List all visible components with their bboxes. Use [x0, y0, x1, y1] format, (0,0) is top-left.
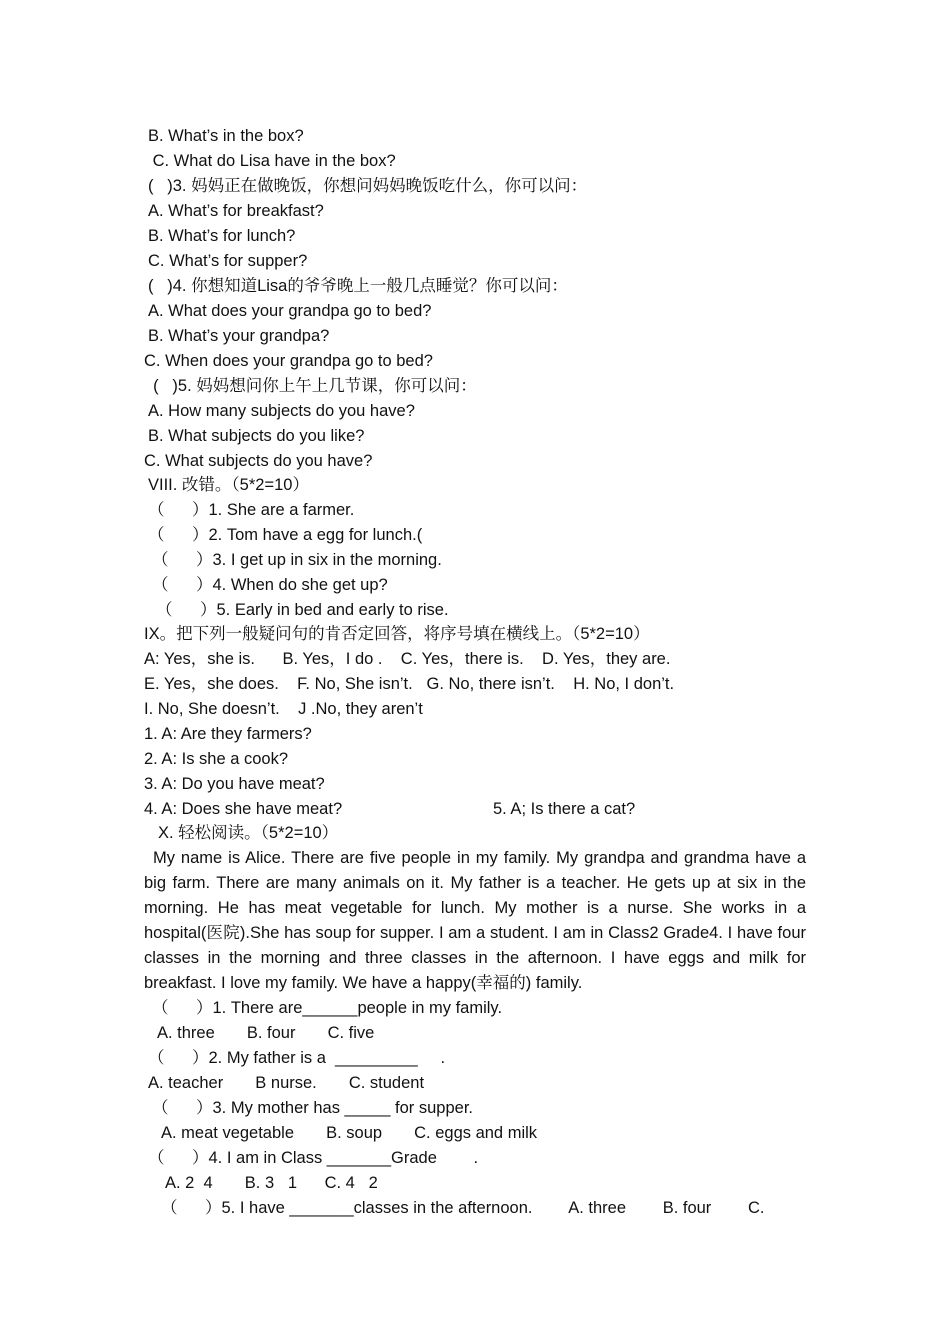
reading-question-4: （ ）4. I am in Class _______Grade . [148, 1149, 479, 1167]
ix-question-1: 1. A: Are they farmers? [144, 725, 312, 743]
answer-options-row-3: I. No, She doesn’t. J .No, they aren’t [144, 700, 423, 718]
q2-option-b: B. What’s in the box? [148, 127, 304, 145]
section-x-heading: X. 轻松阅读。（5*2=10） [158, 824, 339, 842]
ix-question-3: 3. A: Do you have meat? [144, 775, 325, 793]
ix-question-2: 2. A: Is she a cook? [144, 750, 289, 768]
reading-passage-text: My name is Alice. There are five people in my family. My grandpa and grandma have a big farm. There are many animals on it. My father is a teacher. He gets up at six in the morning. He has meat vegetable for lunch. My mother is a nurse. She works in a hospital(医院).She has soup for supper. I am a student. I am in Class2 Grade4. I have four classes in the morning and three classes in the afternoon. I have eggs and milk for breakfast. I love my family. We have a happy(幸福的) family. [144, 849, 806, 992]
q5-option-a: A. How many subjects do you have? [148, 402, 415, 420]
reading-q2-options: A. teacher B nurse. C. student [148, 1074, 425, 1092]
answer-options-row-2: E. Yes，she does. F. No, She isn’t. G. No, there isn’t. H. No, I don’t. [144, 675, 675, 693]
ix-question-4: 4. A: Does she have meat? [144, 800, 343, 818]
correction-item-1: （ ）1. She are a farmer. [148, 501, 355, 519]
q3-option-b: B. What’s for lunch? [148, 227, 296, 245]
q5-option-c: C. What subjects do you have? [144, 452, 373, 470]
reading-question-5: （ ）5. I have _______classes in the afternoon. A. three B. four C. [161, 1199, 765, 1217]
section-viii-heading: VIII. 改错。（5*2=10） [148, 476, 309, 494]
reading-question-1: （ ）1. There are______people in my family. [152, 999, 503, 1017]
correction-item-5: （ ）5. Early in bed and early to rise. [156, 601, 449, 619]
reading-q4-options: A. 2 4 B. 3 1 C. 4 2 [165, 1174, 378, 1192]
correction-item-4: （ ）4. When do she get up? [152, 576, 388, 594]
reading-question-2: （ ）2. My father is a _________ . [148, 1049, 446, 1067]
reading-passage [144, 846, 806, 996]
q3-option-a: A. What’s for breakfast? [148, 202, 324, 220]
q4-option-a: A. What does your grandpa go to bed? [148, 302, 432, 320]
correction-item-2: （ ）2. Tom have a egg for lunch.( [148, 526, 423, 544]
section-ix-heading: IX。把下列一般疑问句的肯否定回答，将序号填在横线上。（5*2=10） [144, 625, 650, 643]
reading-question-3: （ ）3. My mother has _____ for supper. [152, 1099, 473, 1117]
ix-question-5: 5. A; Is there a cat? [493, 800, 636, 818]
q3-option-c: C. What’s for supper? [148, 252, 308, 270]
q5-option-b: B. What subjects do you like? [148, 427, 365, 445]
answer-options-row-1: A: Yes，she is. B. Yes，I do . C. Yes，there is. D. Yes，they are. [144, 650, 671, 668]
q4-option-c: C. When does your grandpa go to bed? [144, 352, 433, 370]
reading-q3-options: A. meat vegetable B. soup C. eggs and milk [161, 1124, 538, 1142]
q4-question: ( )4. 你想知道Lisa的爷爷晚上一般几点睡觉？你可以问： [148, 277, 568, 295]
q5-question: ( )5. 妈妈想问你上午上几节课，你可以问： [144, 377, 477, 395]
correction-item-3: （ ）3. I get up in six in the morning. [152, 551, 442, 569]
q4-option-b: B. What’s your grandpa? [148, 327, 330, 345]
reading-q1-options: A. three B. four C. five [157, 1024, 375, 1042]
q3-question: ( )3. 妈妈正在做晚饭，你想问妈妈晚饭吃什么，你可以问： [148, 177, 588, 195]
q2-option-c: C. What do Lisa have in the box? [148, 152, 396, 170]
